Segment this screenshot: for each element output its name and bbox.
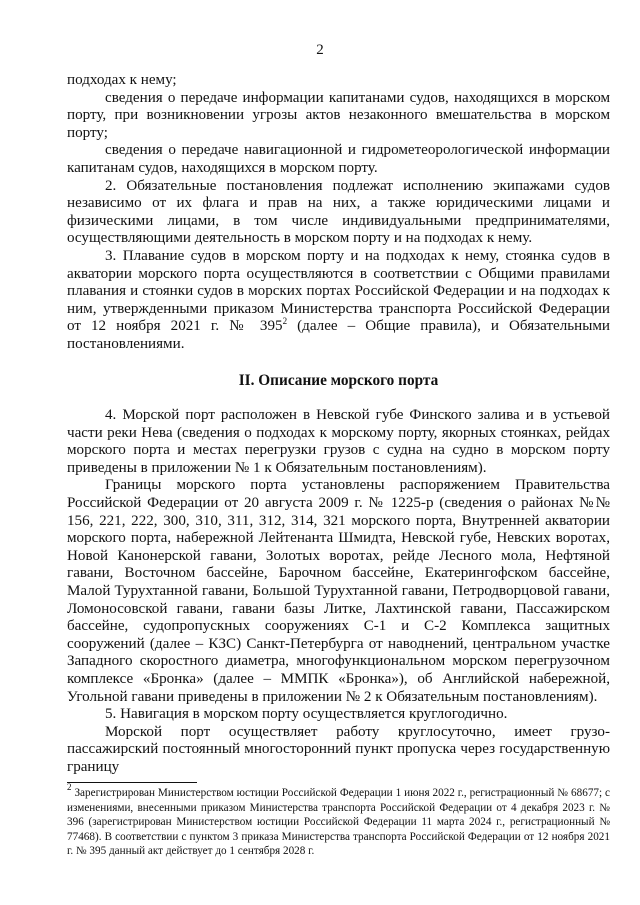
section-heading: II. Описание морского порта — [238, 371, 439, 389]
paragraph-4: 4. Морской порт расположен в Невской губе Финского залива и в устьевой части реки Нева (сведения о подходах к морскому порту, якорных стоянках, рейдах морского порта и местах перегрузки грузов с судна на судно в морском порту приведены в приложении № 1 к Обязательным постановлениям). — [67, 407, 610, 476]
footnote-marker: 2 — [67, 782, 72, 792]
footnote-divider — [67, 782, 197, 783]
footnote — [67, 782, 611, 859]
paragraph-port-boundaries: Границы морского порта установлены распоряжением Правительства Российской Федерации от 20 августа 2009 г. № 1225-р (сведения о районах №№ 156, 221, 222, 300, 310, 311, 312, 314, 321 морского порта, Внутренней акватории морского порта, набережной Лейтенанта Шмидта, Невской губе, Невских воротах, Новой Канонерской гавани, Золотых воротах, рейде Лесного мола, Нефтяной гавани, Восточном бассейне, Барочном бассейне, Екатерингофском бассейне, Малой Турухтанной гавани, Большой Турухтанной гавани, Петродворцовой гавани, Ломоносовской гавани, гавани базы Литке, Лахтинской гавани, Пассажирском бассейне, судопропускных сооружениях С-1 и С-2 Комплекса защитных сооружений (далее – КЗС) Санкт-Петербурга от наводнений, центральном участке Западного скоростного диаметра, многофункциональном морском перегрузочном комплексе «Бронка» (далее – ММПК «Бронка»), об Английской набережной, Угольной гавани приведены в приложении № 2 к Обязательным постановлениям). — [67, 477, 610, 705]
document-body — [67, 72, 610, 777]
paragraph-info-threat: сведения о передаче информации капитанами судов, находящихся в морском порту, при возникновении угрозы актов незаконного вмешательства в морском порту; — [67, 89, 610, 141]
paragraph-5: 5. Навигация в морском порту осуществляется круглогодично. — [105, 706, 508, 723]
paragraph-info-navigation: сведения о передаче навигационной и гидрометеорологической информации капитанам судов, находящихся в морском порту. — [67, 142, 610, 176]
footnote-text: Зарегистрирован Министерством юстиции Российской Федерации 1 июня 2022 г., регистрационный № 68677; с изменениями, внесенными приказом Министерства транспорта Российской Федерации от 4 декабря 2023 г. № 396 (зарегистрирован Министерством юстиции Российской Федерации 11 марта 2024 г., регистрационный № 77468). В соответствии с пунктом 3 приказа Министерства транспорта Российской Федерации от 12 ноября 2021 г. № 395 данный акт действует до 1 сентября 2028 г. — [67, 787, 611, 858]
paragraph-continuation: подходах к нему; — [67, 72, 177, 88]
paragraph-port-operation: Морской порт осуществляет работу круглосуточно, имеет грузо-пассажирский постоянный многосторонний пункт пропуска через государственную границу — [67, 723, 610, 775]
footnote-ref: 2 — [282, 316, 288, 327]
paragraph-3 — [67, 248, 610, 354]
page-number: 2 — [316, 42, 324, 58]
paragraph-3-text: 3. Плавание судов в морском порту и на подходах к нему, стоянка судов в акватории морского порта осуществляются в соответствии с Общими правилами плавания и стоянки судов в морских портах Российской Федерации и на подходах к ним, утвержденными приказом Министерства транспорта Российской Федерации от 12 ноября 2021 г. № 395 — [67, 247, 610, 335]
paragraph-3-tail: (далее – Общие правила), и Обязательными постановлениями. — [67, 318, 610, 352]
paragraph-2: 2. Обязательные постановления подлежат исполнению экипажами судов независимо от их флага и прав на них, а также юридическими лицами и физическими лицами, в том числе индивидуальными предпринимателями, осуществляющими деятельность в морском порту и на подходах к нему. — [67, 177, 610, 247]
